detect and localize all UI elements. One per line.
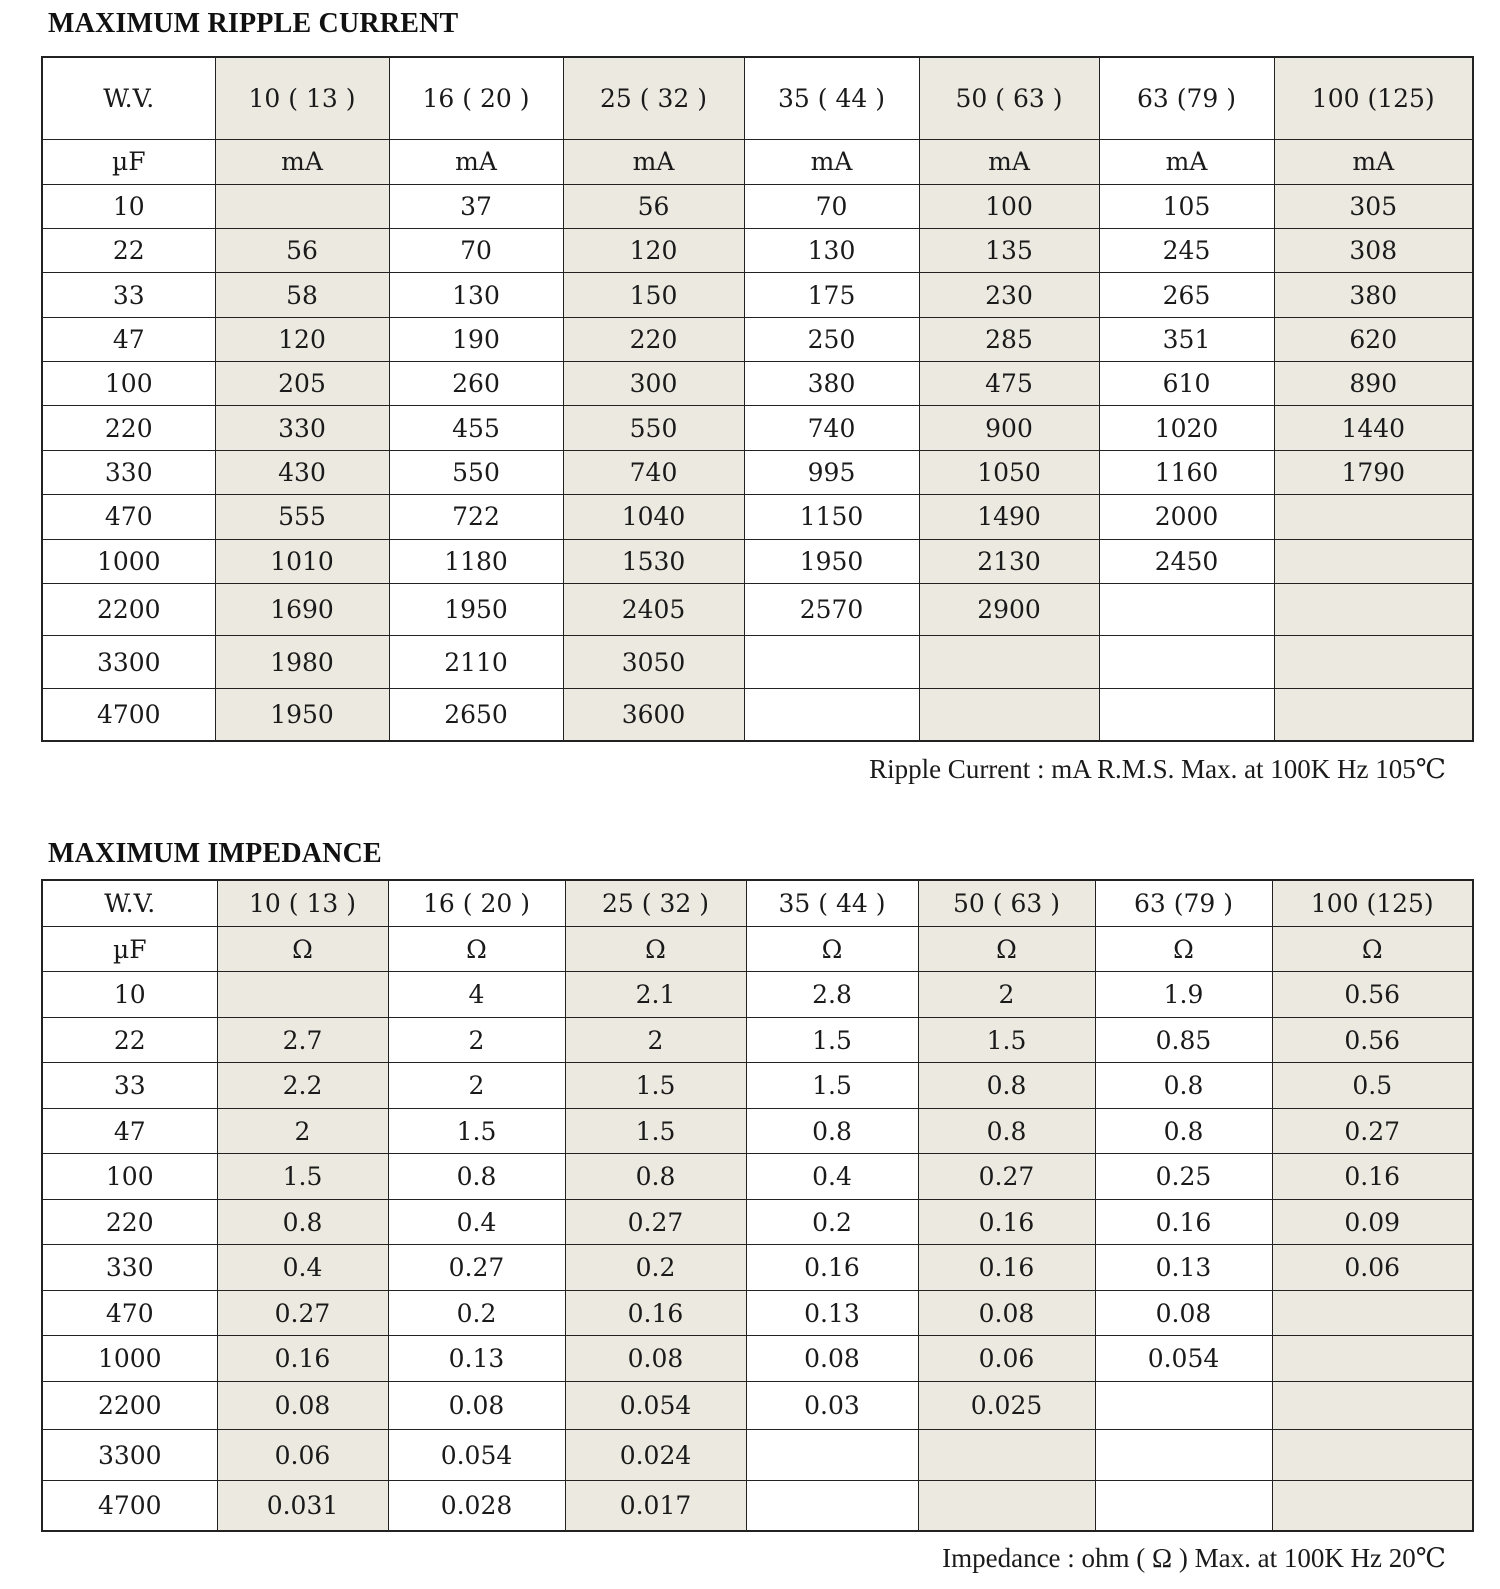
table-cell: 1440 — [1274, 406, 1473, 450]
table-cell: 0.08 — [565, 1336, 746, 1381]
table-cell: 2.7 — [217, 1017, 388, 1062]
table-cell: 0.8 — [388, 1154, 565, 1199]
units-row — [42, 927, 1473, 972]
row-label-cell: 2200 — [42, 583, 215, 635]
table-cell: 995 — [744, 450, 919, 494]
table-cell: 0.8 — [565, 1154, 746, 1199]
table-cell: 265 — [1099, 273, 1274, 317]
table-cell: 25 ( 32 ) — [565, 880, 746, 927]
table-cell: 190 — [389, 317, 563, 361]
table-cell: 2 — [388, 1063, 565, 1108]
header-row — [42, 57, 1473, 140]
table-cell: 120 — [563, 228, 744, 272]
table-cell: 0.16 — [565, 1290, 746, 1335]
table-cell: 37 — [389, 184, 563, 228]
table-cell: 0.06 — [217, 1430, 388, 1481]
table-cell — [918, 1480, 1095, 1531]
table-row — [42, 636, 1473, 688]
table-cell: 1.5 — [746, 1017, 918, 1062]
table-cell — [918, 1430, 1095, 1481]
table-cell: 0.16 — [918, 1199, 1095, 1244]
table-cell: 1.5 — [565, 1108, 746, 1153]
table-cell: 1490 — [919, 495, 1099, 539]
table-cell: 610 — [1099, 362, 1274, 406]
row-label-cell: 2200 — [42, 1381, 217, 1430]
row-label-cell: 22 — [42, 1017, 217, 1062]
table-cell: 2650 — [389, 688, 563, 741]
table-cell: 1.5 — [918, 1017, 1095, 1062]
table-cell: 50 ( 63 ) — [918, 880, 1095, 927]
table-cell: 0.16 — [1095, 1199, 1272, 1244]
table-cell: 0.56 — [1272, 972, 1473, 1017]
table-cell: 0.8 — [1095, 1063, 1272, 1108]
table-cell: 3600 — [563, 688, 744, 741]
table-cell: Ω — [1095, 927, 1272, 972]
table-cell: 245 — [1099, 228, 1274, 272]
table-cell: Ω — [918, 927, 1095, 972]
table-cell: 740 — [563, 450, 744, 494]
table-cell: 0.09 — [1272, 1199, 1473, 1244]
table-cell: 380 — [1274, 273, 1473, 317]
table-cell: 2000 — [1099, 495, 1274, 539]
table-row — [42, 1063, 1473, 1108]
table-row — [42, 495, 1473, 539]
row-label-cell: 330 — [42, 1245, 217, 1290]
table-cell — [1272, 1430, 1473, 1481]
table-cell: 0.8 — [918, 1108, 1095, 1153]
table-cell: 16 ( 20 ) — [389, 57, 563, 140]
table-row — [42, 1017, 1473, 1062]
table-cell: 0.024 — [565, 1430, 746, 1481]
table-cell: 0.27 — [1272, 1108, 1473, 1153]
table-cell: 1150 — [744, 495, 919, 539]
row-label-cell: 4700 — [42, 688, 215, 741]
table-cell: 105 — [1099, 184, 1274, 228]
table-cell: 900 — [919, 406, 1099, 450]
table-cell: 300 — [563, 362, 744, 406]
table-cell — [1274, 688, 1473, 741]
table-cell: 35 ( 44 ) — [746, 880, 918, 927]
header-row — [42, 880, 1473, 927]
table-cell: 455 — [389, 406, 563, 450]
table-cell: 0.054 — [565, 1381, 746, 1430]
table-cell: 0.8 — [1095, 1108, 1272, 1153]
table-cell: 722 — [389, 495, 563, 539]
table-cell: 1.5 — [565, 1063, 746, 1108]
table-row — [42, 184, 1473, 228]
table-cell — [1272, 1290, 1473, 1335]
table-cell: 0.27 — [918, 1154, 1095, 1199]
table-cell: 1790 — [1274, 450, 1473, 494]
table-cell: 0.85 — [1095, 1017, 1272, 1062]
table-cell: 2405 — [563, 583, 744, 635]
table-cell: Ω — [565, 927, 746, 972]
row-label-cell: 3300 — [42, 636, 215, 688]
row-label-cell: 10 — [42, 184, 215, 228]
table-cell: 260 — [389, 362, 563, 406]
table-cell — [1095, 1381, 1272, 1430]
table-row — [42, 1381, 1473, 1430]
table-cell — [744, 636, 919, 688]
table-cell: 0.054 — [388, 1430, 565, 1481]
table-cell: 2900 — [919, 583, 1099, 635]
table-cell: mA — [389, 140, 563, 184]
table-cell: 3050 — [563, 636, 744, 688]
table-cell: 0.16 — [217, 1336, 388, 1381]
table-cell: 0.08 — [217, 1381, 388, 1430]
table-cell: 1040 — [563, 495, 744, 539]
row-label-cell: 220 — [42, 1199, 217, 1244]
table-cell: 1690 — [215, 583, 389, 635]
table-cell: 205 — [215, 362, 389, 406]
table-row — [42, 688, 1473, 741]
table-cell: 130 — [744, 228, 919, 272]
table-cell: Ω — [1272, 927, 1473, 972]
table-cell: 475 — [919, 362, 1099, 406]
table-cell — [1272, 1381, 1473, 1430]
table-cell: 4 — [388, 972, 565, 1017]
table-cell: 0.4 — [388, 1199, 565, 1244]
table-cell: 63 (79 ) — [1099, 57, 1274, 140]
table-cell: 0.8 — [746, 1108, 918, 1153]
units-row — [42, 140, 1473, 184]
table-cell: 175 — [744, 273, 919, 317]
table-cell: 1950 — [215, 688, 389, 741]
table-cell: 0.031 — [217, 1480, 388, 1531]
table-cell: 740 — [744, 406, 919, 450]
table-cell: 2130 — [919, 539, 1099, 583]
table-cell: 0.08 — [1095, 1290, 1272, 1335]
table-cell — [1099, 583, 1274, 635]
table-row — [42, 1336, 1473, 1381]
table-row — [42, 1108, 1473, 1153]
table-cell: mA — [1099, 140, 1274, 184]
table-cell — [1099, 688, 1274, 741]
table-cell: 35 ( 44 ) — [744, 57, 919, 140]
table-cell: 0.4 — [746, 1154, 918, 1199]
table-cell: 2 — [217, 1108, 388, 1153]
table-cell: 890 — [1274, 362, 1473, 406]
table-cell: 1020 — [1099, 406, 1274, 450]
table-row — [42, 228, 1473, 272]
table-cell: 120 — [215, 317, 389, 361]
table-row — [42, 406, 1473, 450]
table-cell: 56 — [215, 228, 389, 272]
table-cell: 0.25 — [1095, 1154, 1272, 1199]
table-cell: 220 — [563, 317, 744, 361]
row-label-cell: W.V. — [42, 880, 217, 927]
table-cell: 0.56 — [1272, 1017, 1473, 1062]
table-cell: Ω — [746, 927, 918, 972]
row-label-cell: µF — [42, 927, 217, 972]
table-cell — [1274, 539, 1473, 583]
table-cell: mA — [563, 140, 744, 184]
table-cell: 0.017 — [565, 1480, 746, 1531]
row-label-cell: 22 — [42, 228, 215, 272]
table-cell — [1272, 1336, 1473, 1381]
table-row — [42, 273, 1473, 317]
table-cell: 1980 — [215, 636, 389, 688]
table-cell: 1.5 — [388, 1108, 565, 1153]
table-cell: 10 ( 13 ) — [217, 880, 388, 927]
table-cell: 0.08 — [746, 1336, 918, 1381]
table-cell: 1160 — [1099, 450, 1274, 494]
table-cell: 430 — [215, 450, 389, 494]
impedance-table — [41, 879, 1474, 1532]
table-cell: 0.13 — [1095, 1245, 1272, 1290]
table-cell: 1950 — [389, 583, 563, 635]
table-cell: 135 — [919, 228, 1099, 272]
table-cell: mA — [919, 140, 1099, 184]
table-cell: 2 — [565, 1017, 746, 1062]
table-row — [42, 317, 1473, 361]
table-cell: 2110 — [389, 636, 563, 688]
table-cell — [919, 636, 1099, 688]
table-cell: 0.13 — [388, 1336, 565, 1381]
row-label-cell: µF — [42, 140, 215, 184]
table-cell: 100 (125) — [1272, 880, 1473, 927]
table-cell: 0.054 — [1095, 1336, 1272, 1381]
table-cell: 0.08 — [918, 1290, 1095, 1335]
table-cell: 250 — [744, 317, 919, 361]
table-cell: 0.27 — [565, 1199, 746, 1244]
row-label-cell: 100 — [42, 362, 215, 406]
table-row — [42, 583, 1473, 635]
table-cell: mA — [215, 140, 389, 184]
table-cell: 130 — [389, 273, 563, 317]
table-row — [42, 1290, 1473, 1335]
table-cell: 308 — [1274, 228, 1473, 272]
row-label-cell: 33 — [42, 273, 215, 317]
ripple-current-note: Ripple Current : mA R.M.S. Max. at 100K Hz 105℃ — [869, 754, 1446, 784]
table-cell: 70 — [389, 228, 563, 272]
table-cell: 0.5 — [1272, 1063, 1473, 1108]
table-cell: 0.08 — [388, 1381, 565, 1430]
table-cell: 1050 — [919, 450, 1099, 494]
table-cell: 2570 — [744, 583, 919, 635]
table-cell — [1274, 495, 1473, 539]
row-label-cell: 33 — [42, 1063, 217, 1108]
row-label-cell: 330 — [42, 450, 215, 494]
table-cell: 1010 — [215, 539, 389, 583]
table-cell: 380 — [744, 362, 919, 406]
table-cell: 2.8 — [746, 972, 918, 1017]
table-cell: 1.9 — [1095, 972, 1272, 1017]
table-row — [42, 450, 1473, 494]
table-cell: 63 (79 ) — [1095, 880, 1272, 927]
row-label-cell: 470 — [42, 1290, 217, 1335]
table-cell: 0.2 — [746, 1199, 918, 1244]
row-label-cell: 100 — [42, 1154, 217, 1199]
impedance-title: MAXIMUM IMPEDANCE — [48, 838, 382, 869]
table-cell: 0.16 — [1272, 1154, 1473, 1199]
table-cell: 0.13 — [746, 1290, 918, 1335]
row-label-cell: 47 — [42, 1108, 217, 1153]
row-label-cell: 1000 — [42, 539, 215, 583]
table-cell: 2450 — [1099, 539, 1274, 583]
table-cell: 0.025 — [918, 1381, 1095, 1430]
table-cell: 150 — [563, 273, 744, 317]
table-cell: 100 (125) — [1274, 57, 1473, 140]
table-cell: 1.5 — [217, 1154, 388, 1199]
table-cell: 620 — [1274, 317, 1473, 361]
table-cell: 0.16 — [918, 1245, 1095, 1290]
row-label-cell: 3300 — [42, 1430, 217, 1481]
table-cell: 1530 — [563, 539, 744, 583]
table-cell: 1180 — [389, 539, 563, 583]
table-cell: 0.16 — [746, 1245, 918, 1290]
table-row — [42, 972, 1473, 1017]
table-cell: 305 — [1274, 184, 1473, 228]
table-cell: 0.06 — [1272, 1245, 1473, 1290]
table-cell — [744, 688, 919, 741]
table-cell — [1274, 636, 1473, 688]
impedance-note: Impedance : ohm ( Ω ) Max. at 100K Hz 20℃ — [942, 1543, 1446, 1573]
table-cell: 0.028 — [388, 1480, 565, 1531]
table-cell — [1099, 636, 1274, 688]
table-cell: 0.4 — [217, 1245, 388, 1290]
table-cell: 330 — [215, 406, 389, 450]
table-cell: 550 — [389, 450, 563, 494]
row-label-cell: 4700 — [42, 1480, 217, 1531]
table-cell — [217, 972, 388, 1017]
table-cell: 0.2 — [565, 1245, 746, 1290]
table-cell: 50 ( 63 ) — [919, 57, 1099, 140]
table-cell: 2 — [388, 1017, 565, 1062]
table-cell: 2.2 — [217, 1063, 388, 1108]
table-cell: 2 — [918, 972, 1095, 1017]
table-cell: mA — [1274, 140, 1473, 184]
table-row — [42, 1199, 1473, 1244]
ripple-current-title: MAXIMUM RIPPLE CURRENT — [48, 8, 459, 39]
row-label-cell: 1000 — [42, 1336, 217, 1381]
table-cell: Ω — [388, 927, 565, 972]
row-label-cell: 470 — [42, 495, 215, 539]
table-cell: 0.27 — [217, 1290, 388, 1335]
table-cell — [1274, 583, 1473, 635]
table-cell: 1950 — [744, 539, 919, 583]
table-cell: 0.8 — [217, 1199, 388, 1244]
table-cell: 0.2 — [388, 1290, 565, 1335]
row-label-cell: 10 — [42, 972, 217, 1017]
table-cell — [1272, 1480, 1473, 1531]
table-cell — [215, 184, 389, 228]
table-cell: 0.8 — [918, 1063, 1095, 1108]
table-cell: mA — [744, 140, 919, 184]
table-row — [42, 1430, 1473, 1481]
table-cell: 0.06 — [918, 1336, 1095, 1381]
table-cell: 1.5 — [746, 1063, 918, 1108]
table-row — [42, 539, 1473, 583]
table-cell: 550 — [563, 406, 744, 450]
table-cell: 16 ( 20 ) — [388, 880, 565, 927]
table-cell — [919, 688, 1099, 741]
table-cell: 555 — [215, 495, 389, 539]
table-cell: 100 — [919, 184, 1099, 228]
table-cell: Ω — [217, 927, 388, 972]
table-cell — [746, 1430, 918, 1481]
table-cell — [1095, 1480, 1272, 1531]
table-cell: 56 — [563, 184, 744, 228]
table-cell — [1095, 1430, 1272, 1481]
row-label-cell: W.V. — [42, 57, 215, 140]
table-cell: 285 — [919, 317, 1099, 361]
table-row — [42, 1480, 1473, 1531]
row-label-cell: 220 — [42, 406, 215, 450]
row-label-cell: 47 — [42, 317, 215, 361]
table-cell: 2.1 — [565, 972, 746, 1017]
table-cell: 10 ( 13 ) — [215, 57, 389, 140]
table-cell — [746, 1480, 918, 1531]
table-cell: 58 — [215, 273, 389, 317]
table-row — [42, 362, 1473, 406]
table-row — [42, 1154, 1473, 1199]
table-cell: 70 — [744, 184, 919, 228]
table-cell: 230 — [919, 273, 1099, 317]
ripple-current-table — [41, 56, 1474, 742]
table-cell: 351 — [1099, 317, 1274, 361]
table-row — [42, 1245, 1473, 1290]
table-cell: 0.03 — [746, 1381, 918, 1430]
table-cell: 0.27 — [388, 1245, 565, 1290]
table-cell: 25 ( 32 ) — [563, 57, 744, 140]
